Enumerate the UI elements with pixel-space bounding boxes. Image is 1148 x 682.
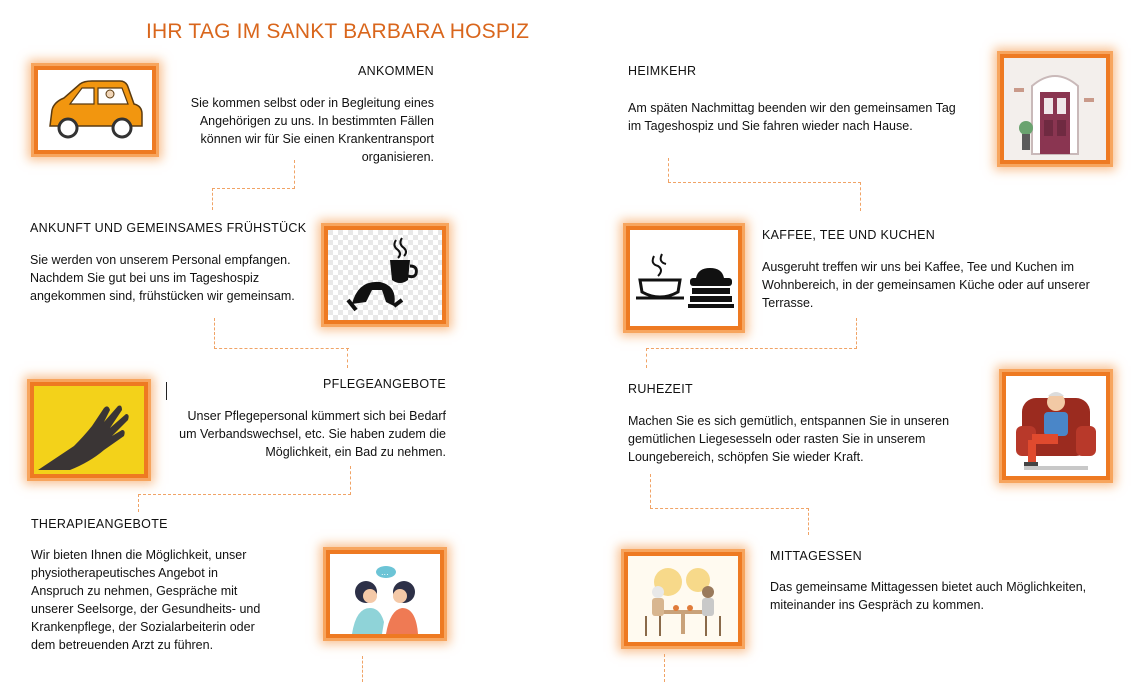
car-icon bbox=[34, 66, 156, 154]
connector-4 bbox=[362, 656, 364, 682]
connector-5 bbox=[668, 182, 861, 211]
text-ankommen: Sie kommen selbst oder in Begleitung eines Angehörigen zu uns. In bestimmten Fällen können wir für Sie einen Krankentransport organisieren. bbox=[190, 96, 434, 164]
text-fruehstueck: Sie werden von unserem Personal empfangen. Nachdem Sie gut bei uns im Tageshospiz angekommen sind, frühstücken wir gemeinsam. bbox=[30, 253, 295, 303]
connector-5a bbox=[668, 158, 670, 182]
heading-ruhezeit: RUHEZEIT bbox=[628, 382, 693, 396]
text-ruhezeit: Machen Sie es sich gemütlich, entspannen Sie in unseren gemütlichen Liegesesseln oder rasten Sie in unserem Loungebereich, schöpfen Sie wieder Kraft. bbox=[628, 414, 950, 464]
connector-1 bbox=[212, 160, 295, 189]
connector-2b bbox=[347, 348, 349, 368]
caring-hands-icon bbox=[30, 382, 148, 478]
text-kaffee: Ausgeruht treffen wir uns bei Kaffee, Tee und Kuchen im Wohnbereich, in der gemeinsamen Küche oder auf unserer Terrasse. bbox=[762, 260, 1090, 310]
text-mittag: Das gemeinsame Mittagessen bietet auch Möglichkeiten, miteinander ins Gespräch zu kommen. bbox=[770, 580, 1087, 612]
lunch-table-icon bbox=[624, 552, 742, 646]
connector-2 bbox=[214, 318, 349, 349]
heading-ankommen: ANKOMMEN bbox=[357, 64, 434, 78]
heading-heimkehr: HEIMKEHR bbox=[628, 64, 697, 78]
heading-therapie: THERAPIEANGEBOTE bbox=[31, 517, 168, 531]
connector-8 bbox=[664, 654, 666, 682]
connector-3b bbox=[138, 494, 140, 512]
connector-6b bbox=[646, 348, 648, 368]
heading-fruehstueck: ANKUNFT UND GEMEINSAMES FRÜHSTÜCK bbox=[30, 221, 307, 235]
heading-mittag: MITTAGESSEN bbox=[770, 549, 862, 563]
text-pflege: Unser Pflegepersonal kümmert sich bei Bedarf um Verbandswechsel, etc. Sie haben zudem die Möglichkeit, ein Bad zu nehmen. bbox=[179, 409, 446, 459]
connector-7a bbox=[650, 474, 652, 508]
croissant-coffee-icon bbox=[324, 226, 446, 324]
armchair-elder-icon bbox=[1002, 372, 1110, 480]
connector-6 bbox=[646, 318, 857, 349]
coffee-cake-icon bbox=[626, 226, 742, 330]
heading-kaffee: KAFFEE, TEE UND KUCHEN bbox=[762, 228, 936, 242]
heading-pflege: PFLEGEANGEBOTE bbox=[323, 377, 446, 391]
connector-3 bbox=[138, 466, 351, 495]
front-door-icon bbox=[1000, 54, 1110, 164]
text-cursor bbox=[166, 382, 167, 400]
conversation-icon bbox=[326, 550, 444, 638]
connector-7 bbox=[650, 508, 809, 535]
text-therapie: Wir bieten Ihnen die Möglichkeit, unser physiotherapeutisches Angebot in Anspruch zu nehmen, Gespräche mit unserer Seelsorge, der Gesundheits- und Krankenpflege, der Sozialarbeiterin oder dem betreuenden Arzt zu führen. bbox=[31, 548, 261, 652]
connector-1b bbox=[212, 188, 214, 210]
svg-text:...: ... bbox=[381, 568, 389, 577]
page-title: IHR TAG IM SANKT BARBARA HOSPIZ bbox=[146, 20, 530, 43]
text-heimkehr: Am späten Nachmittag beenden wir den gemeinsamen Tag im Tageshospiz und Sie fahren wieder nach Hause. bbox=[628, 101, 956, 133]
